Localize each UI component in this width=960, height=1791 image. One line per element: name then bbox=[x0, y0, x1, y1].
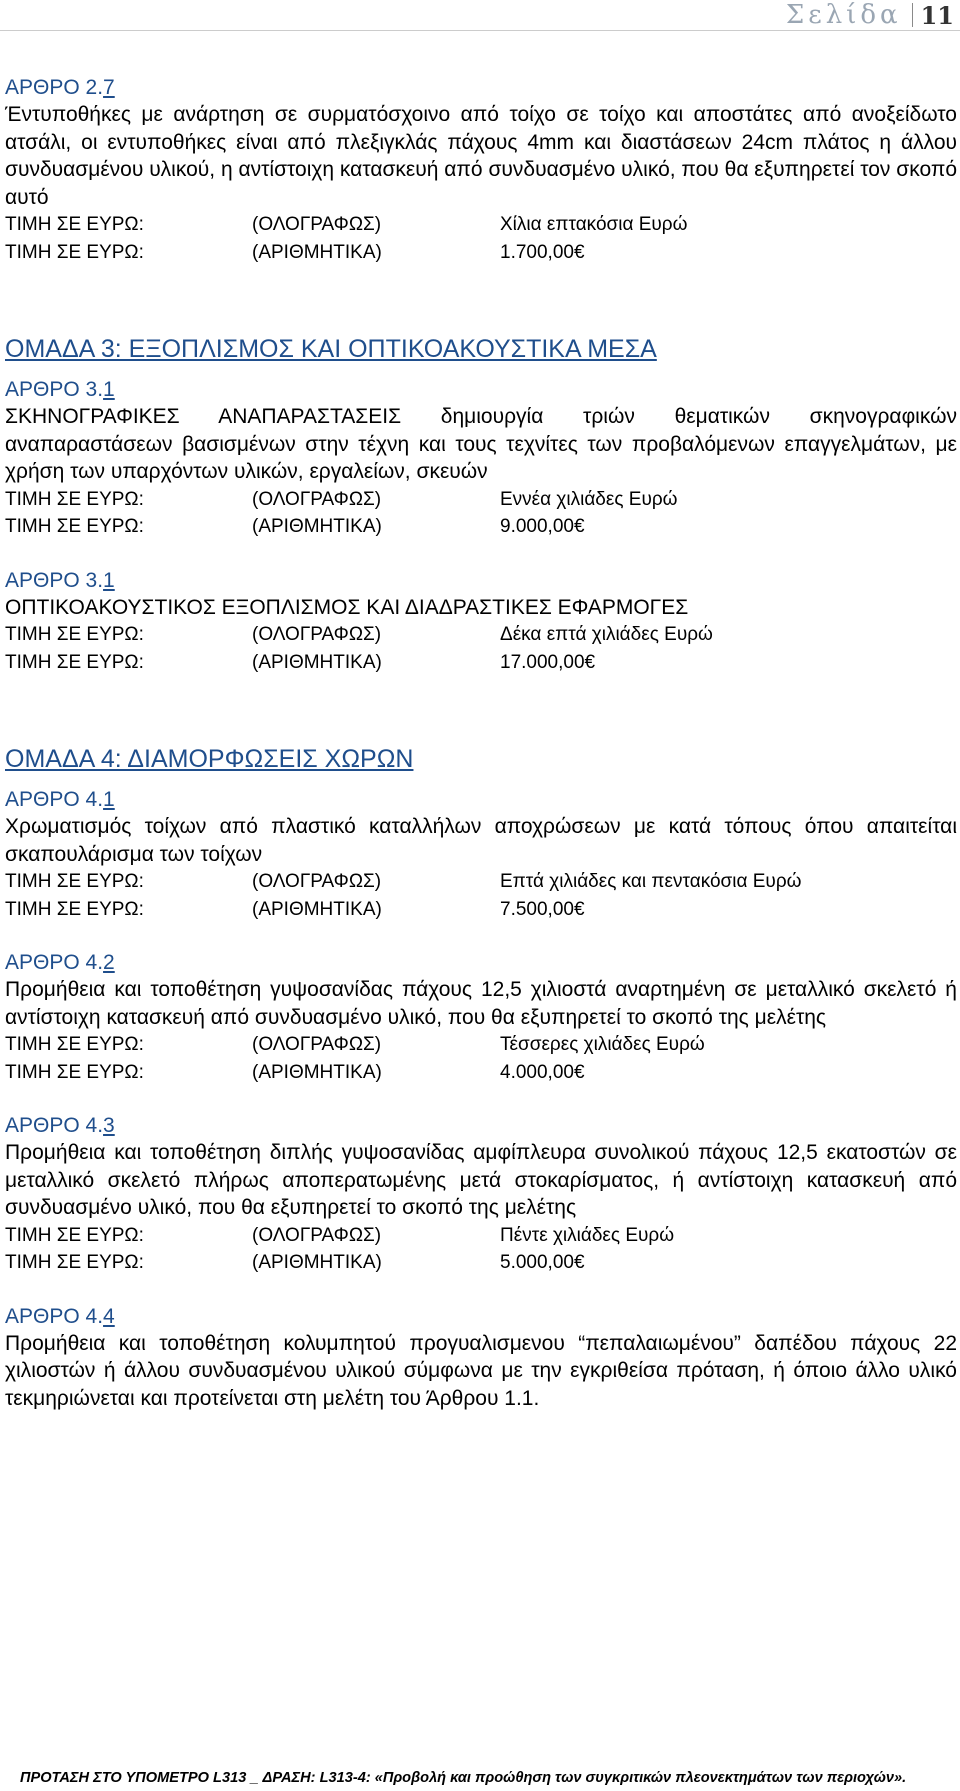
article-number: 1 bbox=[103, 378, 115, 401]
article-description: Προμήθεια και τοποθέτηση διπλής γυψοσανίδας αμφίπλευρα συνολικού πάχους 12,5 εκατοστών σε μεταλλικό σκελετό πλήρως αποπερατωμένης μετά στοκαρίσματος, ή αντίστοιχη κατασκευή από συνδυασμένο υλικό, που θα εξυπηρετεί το σκοπό της μελέτης bbox=[5, 1141, 957, 1219]
price-type-numbers: (ΑΡΙΘΜΗΤΙΚΑ) bbox=[252, 898, 382, 920]
price-label: ΤΙΜΗ ΣΕ ΕΥΡΩ: bbox=[5, 241, 144, 263]
price-number-row bbox=[5, 513, 957, 541]
article-heading bbox=[5, 949, 957, 976]
price-type-numbers: (ΑΡΙΘΜΗΤΙΚΑ) bbox=[252, 651, 382, 673]
article-description: Προμήθεια και τοποθέτηση κολυμπητού προγυαλισμενου “πεπαλαιωμένου” δαπέδου πάχους 22 χιλιοστών ή άλλου συνδυασμένου υλικού σύμφωνα με την εγκριθείσα πρόταση, ή όποιο άλλο υλικό τεκμηριώνεται και προτείνεται στη μελέτη του Άρθρου 1.1. bbox=[5, 1331, 957, 1410]
price-label: ΤΙΜΗ ΣΕ ΕΥΡΩ: bbox=[5, 1224, 144, 1246]
page-footer: ΠΡΟΤΑΣΗ ΣΤΟ ΥΠΟΜΕΤΡΟ L313 _ ΔΡΑΣΗ: L313-4: «Προβολή και προώθηση των συγκριτικών πλεονεκτημάτων των περιοχών». bbox=[20, 1770, 907, 1786]
article-prefix: ΑΡΘΡΟ 3. bbox=[5, 568, 104, 592]
article-prefix: ΑΡΘΡΟ 4. bbox=[5, 1304, 104, 1328]
price-in-words: Χίλια επτακόσια Ευρώ bbox=[500, 214, 688, 235]
article-heading bbox=[5, 567, 957, 594]
price-words-row bbox=[5, 1222, 957, 1250]
price-in-words: Δέκα επτά χιλιάδες Ευρώ bbox=[500, 624, 713, 645]
article-prefix: ΑΡΘΡΟ 4. bbox=[5, 951, 104, 974]
article-heading bbox=[5, 786, 957, 813]
page-number: 11 bbox=[920, 0, 954, 30]
price-in-numbers: 5.000,00€ bbox=[500, 1252, 585, 1273]
spacer bbox=[5, 541, 957, 567]
price-number-row bbox=[5, 1059, 957, 1087]
document-body bbox=[5, 74, 957, 1412]
price-type-words: (ΟΛΟΓΡΑΦΩΣ) bbox=[252, 488, 382, 510]
article-heading bbox=[5, 376, 957, 403]
article-description: ΟΠΤΙΚΟΑΚΟΥΣΤΙΚΟΣ ΕΞΟΠΛΙΣΜΟΣ ΚΑΙ ΔΙΑΔΡΑΣΤΙΚΕΣ ΕΦΑΡΜΟΓΕΣ bbox=[5, 595, 689, 619]
price-number-row bbox=[5, 896, 957, 924]
price-label: ΤΙΜΗ ΣΕ ΕΥΡΩ: bbox=[5, 1034, 144, 1055]
article-prefix: ΑΡΘΡΟ 4. bbox=[5, 788, 104, 811]
article-prefix: ΑΡΘΡΟ 2. bbox=[5, 76, 104, 99]
article-number: 2 bbox=[103, 951, 115, 974]
price-type-numbers: (ΑΡΙΘΜΗΤΙΚΑ) bbox=[252, 1061, 382, 1083]
price-number-row bbox=[5, 649, 957, 677]
price-label: ΤΙΜΗ ΣΕ ΕΥΡΩ: bbox=[5, 1252, 144, 1273]
article-heading bbox=[5, 1303, 957, 1330]
price-in-numbers: 1.700,00€ bbox=[500, 241, 585, 263]
article-description: Χρωματισμός τοίχων από πλαστικό καταλλήλων αποχρώσεων με κατά τόπους όπου απαιτείται σκαπουλάρισμα των τοίχων bbox=[5, 815, 957, 866]
article-description: Έντυποθήκες με ανάρτηση σε συρματόσχοινο από τοίχο σε τοίχο και αποστάτες από ανοξείδωτο ατσάλι, οι εντυποθήκες είναι από πλεξιγκλάς πάχους 4mm και διαστάσεων 24cm πλάτος η άλλου συνδυασμένου υλικού, η αντίστοιχη κατασκευή από συνδυασμένο υλικό, που θα εξυπηρετεί τον σκοπό αυτό bbox=[5, 103, 957, 209]
article-description: Προμήθεια και τοποθέτηση γυψοσανίδας πάχους 12,5 χιλιοστά αναρτημένη σε μεταλλικό σκελετό ή αντίστοιχη κατασκευή από συνδυασμένο υλικό, που θα εξυπηρετεί το σκοπό της μελέτης bbox=[5, 978, 957, 1029]
article-heading bbox=[5, 74, 957, 101]
price-label: ΤΙΜΗ ΣΕ ΕΥΡΩ: bbox=[5, 871, 144, 892]
price-words-row bbox=[5, 868, 957, 896]
price-type-words: (ΟΛΟΓΡΑΦΩΣ) bbox=[252, 624, 382, 645]
spacer bbox=[5, 923, 957, 949]
price-in-words: Πέντε χιλιάδες Ευρώ bbox=[500, 1224, 675, 1246]
header-rule bbox=[0, 30, 960, 31]
price-type-numbers: (ΑΡΙΘΜΗΤΙΚΑ) bbox=[252, 1252, 382, 1273]
article-number: 1 bbox=[103, 788, 115, 811]
price-type-words: (ΟΛΟΓΡΑΦΩΣ) bbox=[252, 214, 382, 235]
page-word: Σελίδα bbox=[785, 0, 902, 30]
price-in-words: Εννέα χιλιάδες Ευρώ bbox=[500, 488, 678, 510]
spacer bbox=[5, 266, 957, 332]
price-in-numbers: 17.000,00€ bbox=[500, 651, 596, 673]
spacer bbox=[5, 1277, 957, 1303]
price-type-words: (ΟΛΟΓΡΑΦΩΣ) bbox=[252, 871, 382, 892]
article-description: ΣΚΗΝΟΓΡΑΦΙΚΕΣ ΑΝΑΠΑΡΑΣΤΑΣΕΙΣ δημιουργία τριών θεματικών σκηνογραφικών αναπαραστάσεων βασισμένων στην τέχνη και τους τεχνίτες των προβαλόμενων επαγγελμάτων, με χρήση των υπαρχόντων υλικών, εργαλείων, σκευών bbox=[5, 405, 957, 483]
article-prefix: ΑΡΘΡΟ 4. bbox=[5, 1114, 104, 1137]
page-header bbox=[786, 0, 954, 30]
price-words-row bbox=[5, 211, 957, 239]
price-in-words: Τέσσερες χιλιάδες Ευρώ bbox=[500, 1034, 705, 1055]
price-label: ΤΙΜΗ ΣΕ ΕΥΡΩ: bbox=[5, 624, 144, 645]
article-heading bbox=[5, 1112, 957, 1139]
price-label: ΤΙΜΗ ΣΕ ΕΥΡΩ: bbox=[5, 898, 144, 920]
price-in-words: Επτά χιλιάδες και πεντακόσια Ευρώ bbox=[500, 871, 802, 892]
article-prefix: ΑΡΘΡΟ 3. bbox=[5, 378, 104, 401]
article-number: 1 bbox=[103, 568, 115, 592]
price-number-row bbox=[5, 1249, 957, 1277]
article-number: 4 bbox=[103, 1304, 115, 1328]
price-type-numbers: (ΑΡΙΘΜΗΤΙΚΑ) bbox=[252, 516, 382, 537]
price-in-numbers: 9.000,00€ bbox=[500, 516, 585, 537]
article-number: 7 bbox=[103, 76, 115, 99]
spacer bbox=[5, 676, 957, 742]
price-label: ΤΙΜΗ ΣΕ ΕΥΡΩ: bbox=[5, 651, 144, 673]
group-heading: ΟΜΑΔΑ 4: ΔΙΑΜΟΡΦΩΣΕΙΣ ΧΩΡΩΝ bbox=[5, 745, 414, 773]
price-label: ΤΙΜΗ ΣΕ ΕΥΡΩ: bbox=[5, 488, 144, 510]
spacer bbox=[5, 1086, 957, 1112]
price-words-row bbox=[5, 621, 957, 649]
price-type-words: (ΟΛΟΓΡΑΦΩΣ) bbox=[252, 1224, 382, 1246]
price-in-numbers: 7.500,00€ bbox=[500, 898, 585, 920]
price-in-numbers: 4.000,00€ bbox=[500, 1061, 585, 1083]
price-label: ΤΙΜΗ ΣΕ ΕΥΡΩ: bbox=[5, 516, 144, 537]
group-heading: ΟΜΑΔΑ 3: ΕΞΟΠΛΙΣΜΟΣ ΚΑΙ ΟΠΤΙΚΟΑΚΟΥΣΤΙΚΑ ΜΕΣΑ bbox=[5, 335, 657, 363]
price-type-words: (ΟΛΟΓΡΑΦΩΣ) bbox=[252, 1034, 382, 1055]
article-number: 3 bbox=[103, 1114, 115, 1137]
price-label: ΤΙΜΗ ΣΕ ΕΥΡΩ: bbox=[5, 214, 144, 235]
price-words-row bbox=[5, 1031, 957, 1059]
price-label: ΤΙΜΗ ΣΕ ΕΥΡΩ: bbox=[5, 1061, 144, 1083]
header-separator bbox=[912, 3, 913, 27]
price-words-row bbox=[5, 486, 957, 514]
price-type-numbers: (ΑΡΙΘΜΗΤΙΚΑ) bbox=[252, 241, 382, 263]
price-number-row bbox=[5, 239, 957, 267]
